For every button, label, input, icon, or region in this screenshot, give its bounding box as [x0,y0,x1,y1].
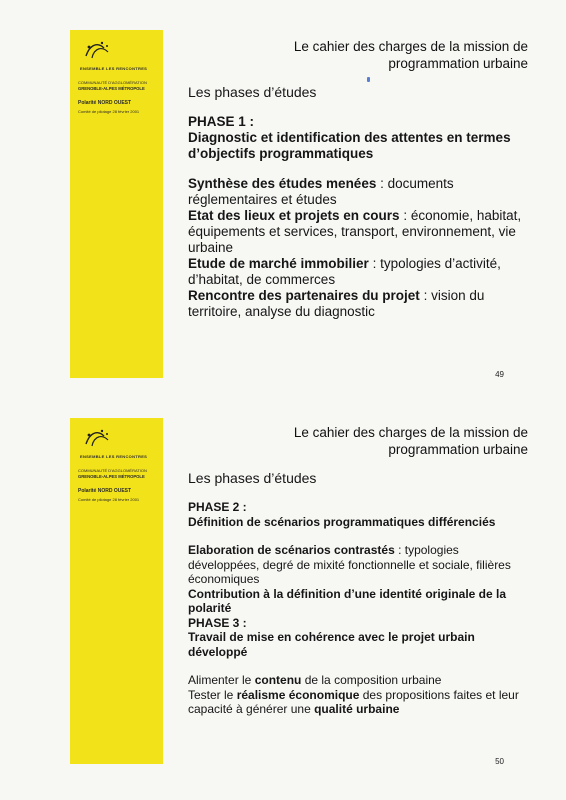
logo-text: ENSEMBLE LES RENCONTRES [80,454,148,459]
page-number: 50 [495,757,504,766]
slide-content [188,470,533,717]
item-bold: Synthèse des études menées [188,176,377,191]
item-text: : économie, habitat, équipements et services, transport, environnement, vie urbaine [188,208,522,255]
yellow-sidebar [70,30,163,378]
title-line-2: programmation urbaine [388,56,528,71]
slide-subtitle: Les phases d’études [188,84,317,100]
polarity-label: Polarité NORD OUEST [78,488,132,494]
yellow-sidebar [70,418,163,764]
phase-label: PHASE 2 : [188,500,247,514]
slide-title [294,424,528,458]
committee-date: Comité de pilotage 28 février 2001 [78,497,140,502]
phase-label: PHASE 1 : [188,114,255,129]
line-text: de la composition urbaine [301,673,442,687]
polarity-label: Polarité NORD OUEST [78,100,132,106]
study-line [188,688,533,717]
line-bold: contenu [254,673,302,687]
item-bold: Rencontre des partenaires du projet [188,288,420,303]
phase-title: Définition de scénarios programmatiques différenciés [188,514,496,529]
study-item-bold: Contribution à la définition d’une identité originale de la polarité [188,586,507,615]
slide-title [294,38,528,72]
item-text: : typologies développées, degré de mixité fonctionnelle et sociale, filières économiques [188,543,511,586]
study-item [188,256,533,288]
phase-label: PHASE 3 : [188,615,247,630]
study-line [188,673,533,688]
org-line-2: GRENOBLE-ALPES MÉTROPOLE [78,474,145,479]
slide-subtitle: Les phases d’études [188,470,317,486]
item-bold: Elaboration de scénarios contrastés [188,543,395,557]
org-line-1: COMMUNAUTÉ D'AGGLOMÉRATION [78,80,147,85]
line-bold: réalisme économique [236,687,360,702]
item-text: : typologies d’activité, d’habitat, de commerces [188,256,501,287]
title-line-1: Le cahier des charges de la mission de [293,39,528,54]
line-text: Alimenter le [188,673,255,687]
title-line-1: Le cahier des charges de la mission de [293,425,528,440]
item-bold: Etat des lieux et projets en cours [188,208,400,223]
line-bold: qualité urbaine [314,702,400,716]
study-item [188,543,533,587]
city-logo-icon [80,38,114,64]
ink-mark [367,77,370,82]
study-item [188,208,533,256]
page-number: 49 [495,370,504,379]
item-bold: Etude de marché immobilier [188,256,369,271]
city-logo-icon [80,426,114,452]
line-text: des propositions faites et leur capacité à générer une [188,687,519,716]
study-item [188,176,533,208]
line-text: Tester le [188,687,237,702]
title-line-2: programmation urbaine [388,442,528,457]
study-item [188,288,533,320]
phase-title: Diagnostic et identification des attentes en termes d’objectifs programmatiques [188,130,511,161]
slide-50 [0,400,566,800]
slide-content [188,84,533,320]
item-text: : documents réglementaires et études [188,176,454,207]
org-line-1: COMMUNAUTÉ D'AGGLOMÉRATION [78,468,147,473]
item-text: : vision du territoire, analyse du diagnostic [188,288,485,319]
logo-text: ENSEMBLE LES RENCONTRES [80,66,148,71]
committee-date: Comité de pilotage 28 février 2001 [78,109,140,114]
phase-title: Travail de mise en cohérence avec le projet urbain développé [188,630,475,659]
org-line-2: GRENOBLE-ALPES MÉTROPOLE [78,86,145,91]
